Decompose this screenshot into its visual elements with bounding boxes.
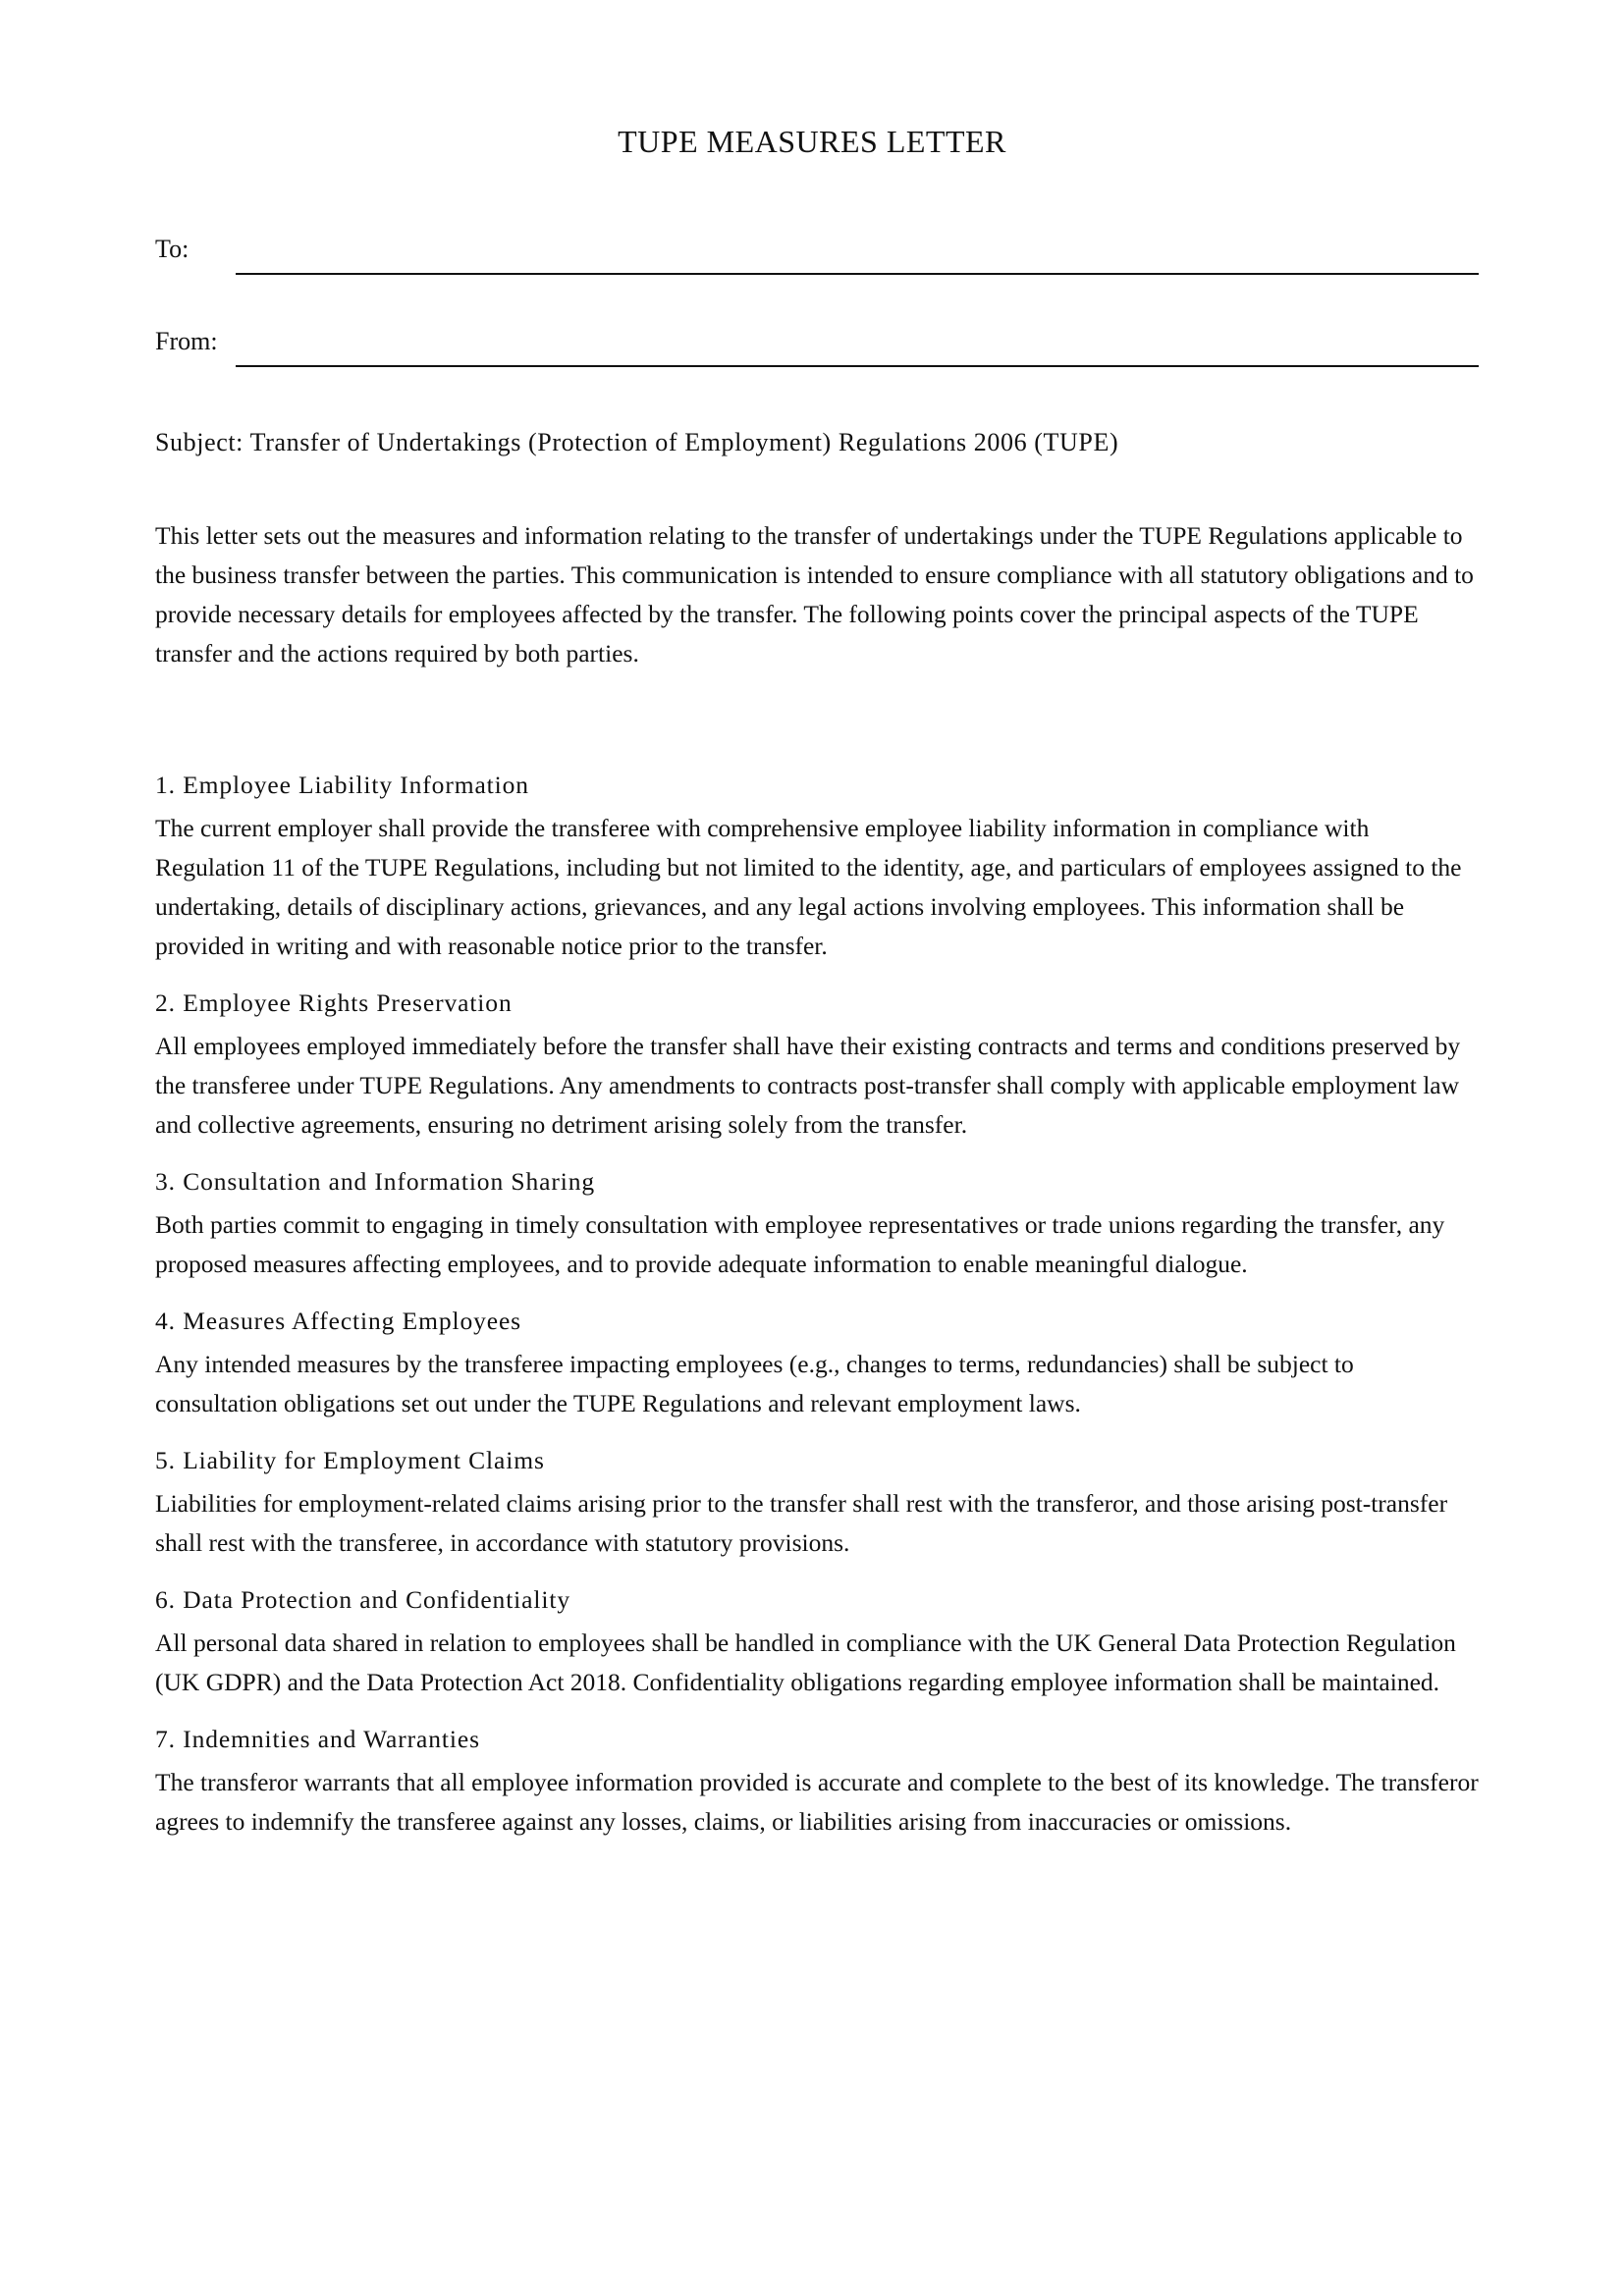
section-employee-liability-information: [155, 766, 1481, 966]
section-heading: 6. Data Protection and Confidentiality: [155, 1585, 570, 1614]
document-title: TUPE MEASURES LETTER: [618, 124, 1006, 159]
section-body: The transferor warrants that all employee information provided is accurate and complete to the best of its knowledge. The transferor agrees to indemnify the transferee against any losses, claims, or liabilities arising from inaccuracies or omissions.: [155, 1768, 1479, 1836]
section-body: All employees employed immediately before the transfer shall have their existing contracts and terms and conditions preserved by the transferee under TUPE Regulations. Any amendments to contracts post-transfer shall comply with applicable employment law and collective agreements, ensuring no detriment arising solely from the transfer.: [155, 1032, 1461, 1139]
section-heading: 4. Measures Affecting Employees: [155, 1307, 522, 1335]
to-label: To:: [155, 235, 189, 263]
section-body: Any intended measures by the transferee impacting employees (e.g., changes to terms, redundancies) shall be subject to consultation obligations set out under the TUPE Regulations and relevant employment laws.: [155, 1350, 1354, 1417]
section-body: Liabilities for employment-related claims arising prior to the transfer shall rest with the transferor, and those arising post-transfer shall rest with the transferee, in accordance with statutory provisions.: [155, 1489, 1448, 1557]
section-body: The current employer shall provide the transferee with comprehensive employee liability information in compliance with Regulation 11 of the TUPE Regulations, including but not limited to the identity, age, and particulars of employees assigned to the undertaking, details of disciplinary actions, grievances, and any legal actions involving employees. This information shall be provided in writing and with reasonable notice prior to the transfer.: [155, 814, 1462, 960]
section-heading: 5. Liability for Employment Claims: [155, 1446, 545, 1474]
from-field-row: [155, 318, 1479, 367]
subject-line: Subject: Transfer of Undertakings (Protection of Employment) Regulations 2006 (TUPE): [155, 428, 1119, 456]
section-measures-affecting-employees: [155, 1302, 1481, 1423]
section-heading: 2. Employee Rights Preservation: [155, 988, 513, 1017]
intro-paragraph: This letter sets out the measures and information relating to the transfer of undertakings under the TUPE Regulations applicable to the business transfer between the parties. This communication is intended to ensure compliance with all statutory obligations and to provide necessary details for employees affected by the transfer. The following points cover the principal aspects of the TUPE transfer and the actions required by both parties.: [155, 521, 1474, 667]
sections-list: [155, 766, 1481, 1859]
section-heading: 1. Employee Liability Information: [155, 771, 529, 799]
section-liability-for-employment-claims: [155, 1441, 1481, 1563]
section-body: All personal data shared in relation to employees shall be handled in compliance with the UK General Data Protection Regulation (UK GDPR) and the Data Protection Act 2018. Confidentiality obligations regarding employee information shall be maintained.: [155, 1629, 1456, 1696]
section-consultation-and-information-sharing: [155, 1162, 1481, 1284]
to-field-row: [155, 226, 1479, 275]
from-field-line[interactable]: [236, 336, 1479, 367]
section-employee-rights-preservation: [155, 984, 1481, 1145]
from-label: From:: [155, 327, 218, 355]
section-data-protection-and-confidentiality: [155, 1580, 1481, 1702]
section-indemnities-and-warranties: [155, 1720, 1481, 1842]
section-heading: 3. Consultation and Information Sharing: [155, 1167, 596, 1196]
section-body: Both parties commit to engaging in timely consultation with employee representatives or trade unions regarding the transfer, any proposed measures affecting employees, and to provide adequate information to enable meaningful dialogue.: [155, 1210, 1445, 1278]
section-heading: 7. Indemnities and Warranties: [155, 1725, 480, 1753]
to-field-line[interactable]: [236, 243, 1479, 275]
